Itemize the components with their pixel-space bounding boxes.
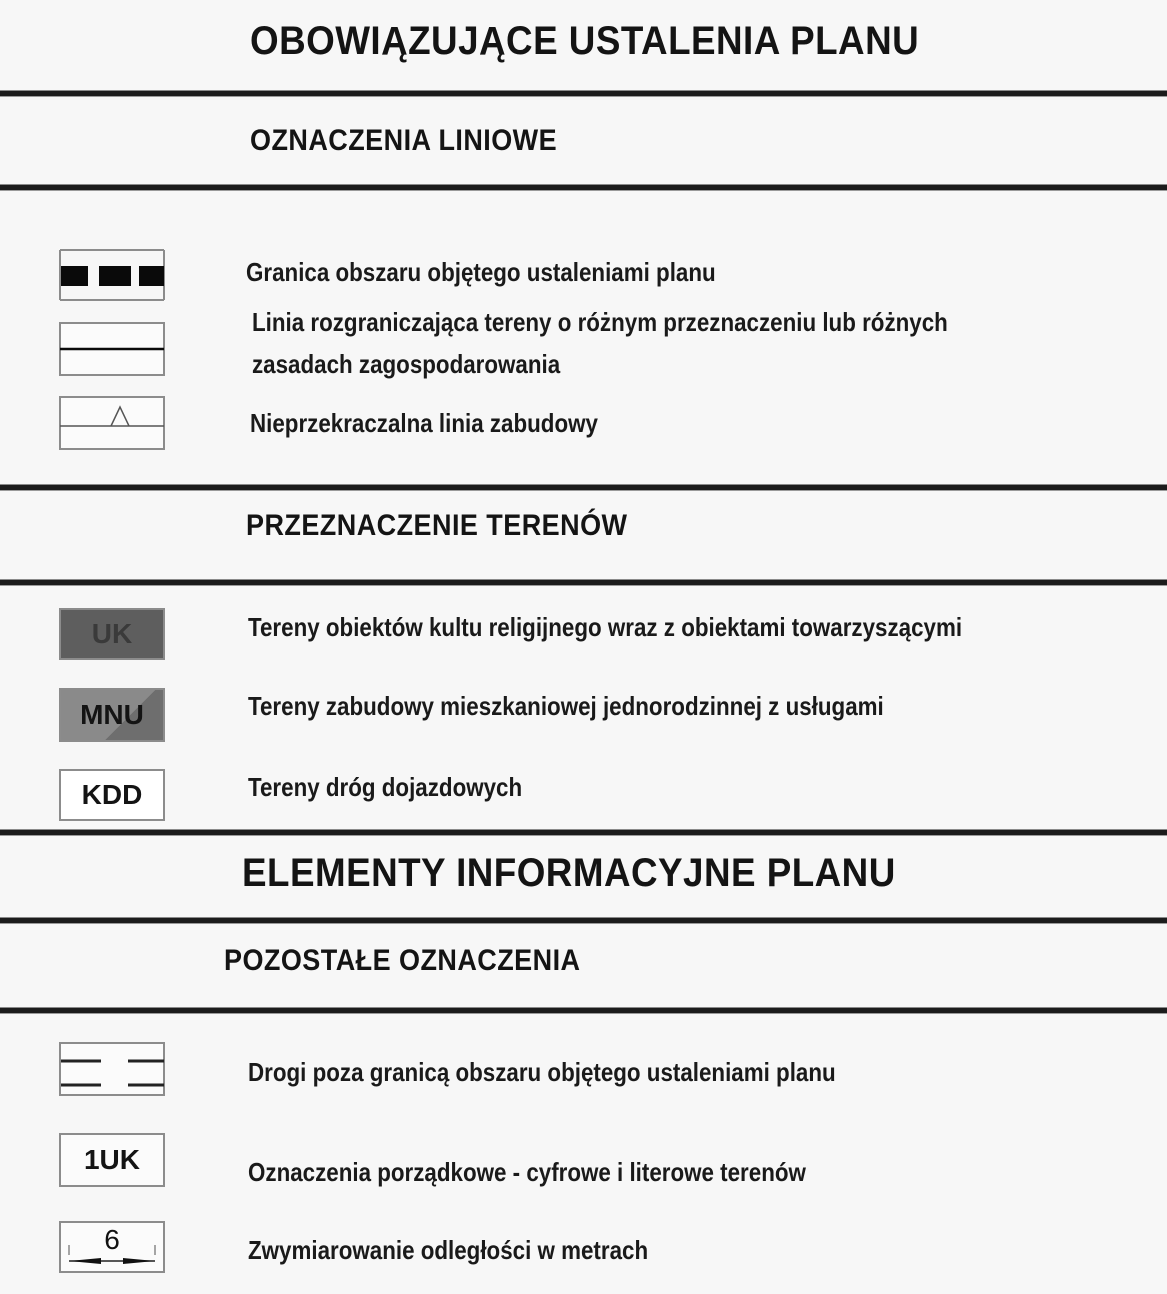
separator [0, 829, 1167, 836]
separator [0, 484, 1167, 491]
section-title-przeznaczenie: PRZEZNACZENIE TERENÓW [246, 509, 628, 542]
section-title-pozostale: POZOSTAŁE OZNACZENIA [224, 944, 581, 977]
separator [0, 184, 1167, 191]
landuse-swatch-uk [59, 608, 165, 660]
legend-label: Oznaczenia porządkowe - cyfrowe i literowe terenów [248, 1157, 806, 1187]
separator [0, 90, 1167, 97]
dimension-value: 6 [104, 1224, 120, 1255]
landuse-swatch-mnu [59, 688, 165, 742]
legend-label: Tereny zabudowy mieszkaniowej jednorodzinnej z usługami [248, 691, 884, 721]
legend-label: Nieprzekraczalna linia zabudowy [250, 408, 598, 438]
road-outside-icon [59, 1042, 165, 1096]
dividing-line-icon [59, 322, 165, 376]
legend-label: Tereny obiektów kultu religijnego wraz z obiektami towarzyszącymi [248, 612, 963, 642]
legend-label: Drogi poza granicą obszaru objętego ustaleniami planu [248, 1057, 836, 1087]
separator [0, 579, 1167, 586]
legend-label: Granica obszaru objętego ustaleniami planu [246, 257, 716, 287]
landuse-code: KDD [81, 779, 143, 810]
landuse-code: MNU [80, 699, 144, 730]
legend-label: Tereny dróg dojazdowych [248, 772, 523, 802]
landuse-code: UK [91, 618, 133, 649]
separator [0, 1007, 1167, 1014]
section-title-informacyjne: ELEMENTY INFORMACYJNE PLANU [242, 851, 896, 895]
ordinal-code-swatch [59, 1133, 165, 1187]
section-title-obowiazujace: OBOWIĄZUJĄCE USTALENIA PLANU [250, 19, 920, 63]
legend-label: Zwymiarowanie odległości w metrach [248, 1235, 649, 1265]
dimension-icon [59, 1221, 165, 1273]
ordinal-code: 1UK [83, 1144, 140, 1175]
building-line-icon [59, 396, 165, 450]
landuse-swatch-kdd [59, 769, 165, 821]
legend-label: zasadach zagospodarowania [252, 349, 561, 379]
legend-label: Linia rozgraniczająca tereny o różnym przeznaczeniu lub różnych [252, 307, 948, 337]
boundary-dashed-icon [59, 249, 165, 301]
section-title-liniowe: OZNACZENIA LINIOWE [250, 124, 558, 157]
separator [0, 917, 1167, 924]
